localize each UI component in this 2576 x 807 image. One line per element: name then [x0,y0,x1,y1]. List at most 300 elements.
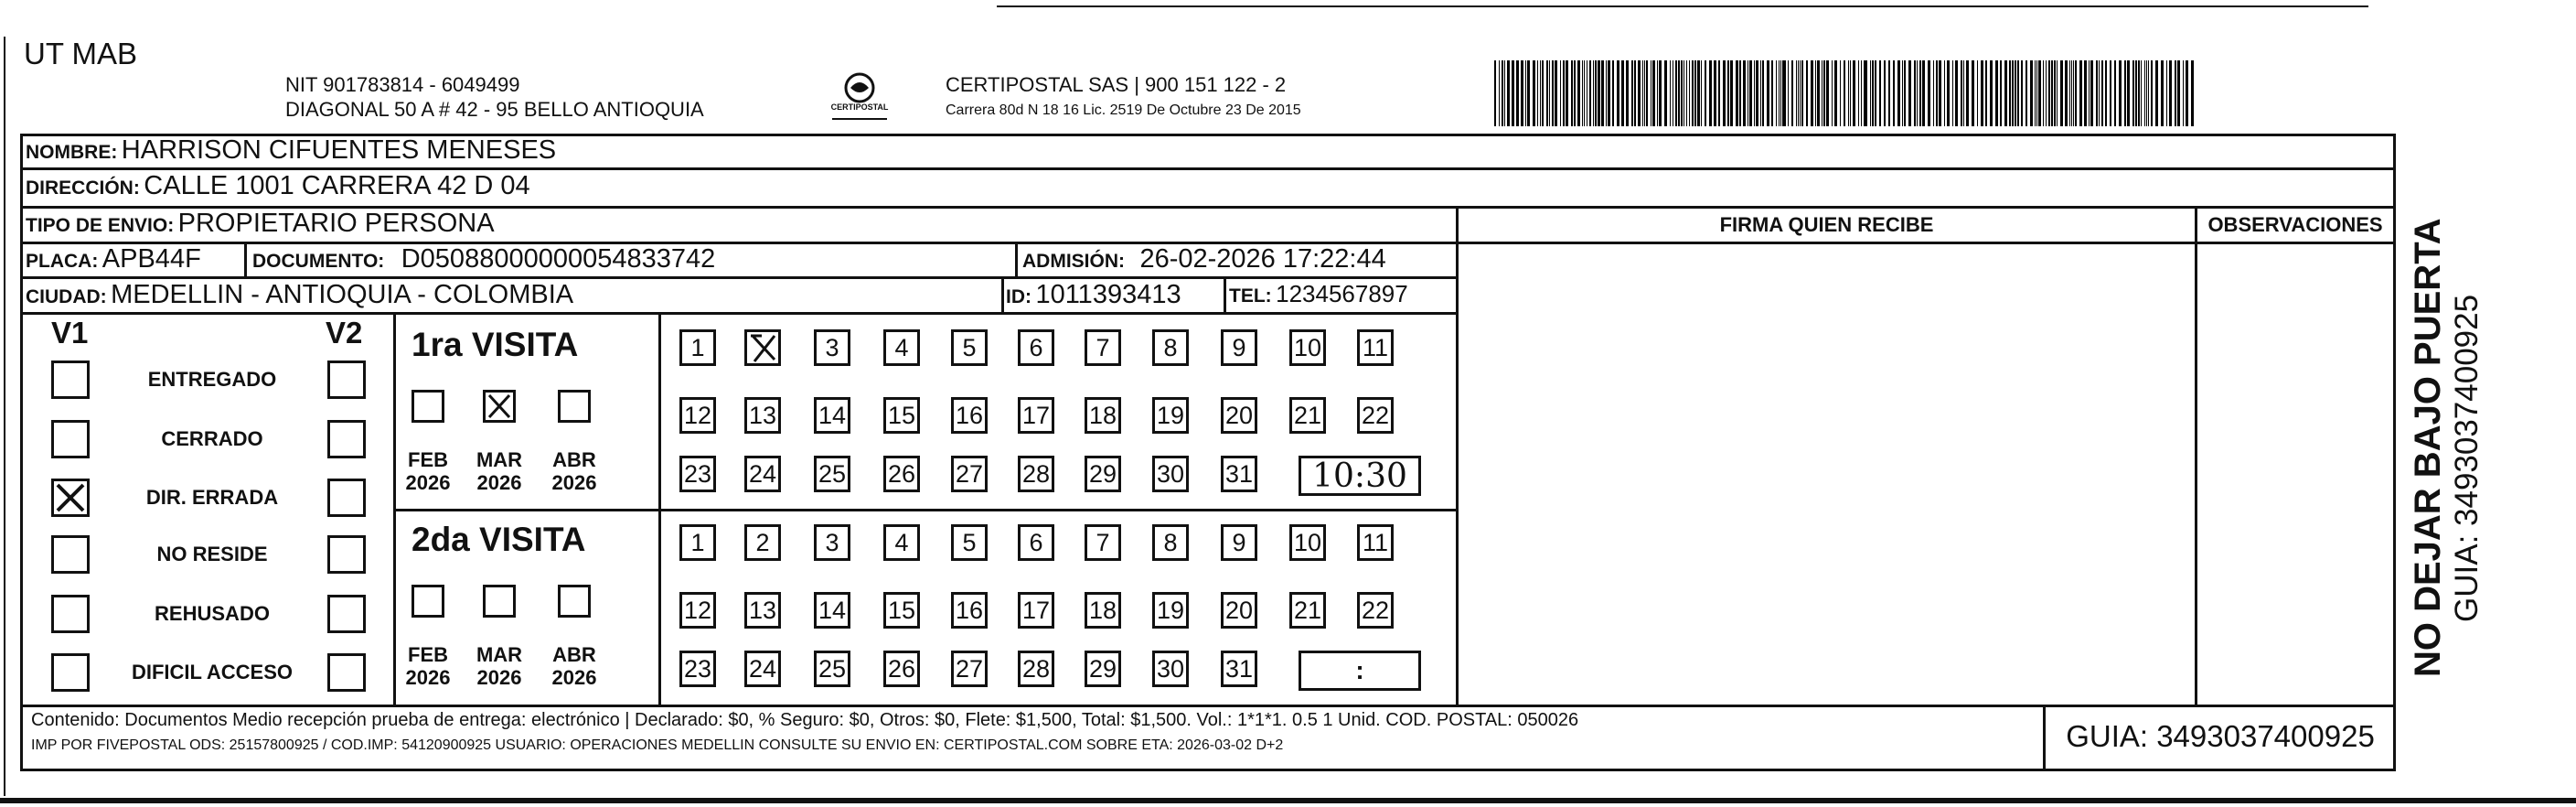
barcode-bar [1743,60,1746,126]
barcode-bar [2135,60,2137,126]
col-line-tel [1224,276,1226,312]
day-box[interactable] [883,329,920,366]
barcode-bar [1697,60,1700,126]
barcode-bar [2071,60,2072,126]
day-number: 13 [748,596,777,624]
day-number: 23 [683,654,712,683]
barcode-bar [1595,60,1597,126]
month-checkbox[interactable] [483,390,516,423]
top-edge-line [997,5,2368,7]
day-box[interactable] [744,592,781,629]
day-number: 2 [755,528,770,556]
barcode-bar [1888,60,1890,126]
day-box[interactable] [1152,397,1189,434]
day-box[interactable] [814,456,850,492]
barcode-bar [1977,60,1978,126]
barcode-bar [1791,60,1793,126]
barcode-bar [1593,60,1594,126]
barcode-bar [1638,60,1641,126]
day-box[interactable] [679,456,716,492]
day-box[interactable] [951,329,988,366]
barcode-bar [1494,60,1496,126]
day-number: 9 [1232,333,1246,361]
month-checkbox[interactable] [483,585,516,618]
day-number: 7 [1096,333,1110,361]
barcode-bar [2119,60,2122,126]
status-label: DIFICIL ACCESO [131,661,293,683]
barcode-bar [1834,60,1837,126]
barcode-bar [1499,60,1500,126]
day-box[interactable] [814,651,850,687]
row-line-6 [20,312,1456,315]
v1-checkbox[interactable] [51,479,90,517]
day-number: 14 [818,596,847,624]
day-box[interactable] [679,524,716,561]
month-year: 2026 [476,666,522,689]
carrier-license: Carrera 80d N 18 16 Lic. 2519 De Octubre 23 De 2015 [946,102,1301,118]
barcode-bar [2101,60,2103,126]
barcode-bar [1914,60,1916,126]
day-box[interactable] [744,329,781,366]
day-box[interactable] [1357,329,1394,366]
barcode-bar [1963,60,1964,126]
day-box[interactable] [951,651,988,687]
day-box[interactable] [744,651,781,687]
barcode-bar [1566,60,1568,126]
company-address: DIAGONAL 50 A # 42 - 95 BELLO ANTIOQUIA [285,98,704,121]
barcode-bar [1678,60,1680,126]
day-box[interactable] [1085,456,1121,492]
barcode-bar [1966,60,1969,126]
barcode-bar [1577,60,1580,126]
barcode-bar [2073,60,2074,126]
barcode-bar [2144,60,2145,126]
day-number: 29 [1088,459,1117,488]
v2-checkbox[interactable] [327,420,366,458]
day-box[interactable] [1221,651,1257,687]
day-box[interactable] [1085,329,1121,366]
barcode-bar [1754,60,1755,126]
day-box[interactable] [744,397,781,434]
day-number: 12 [683,401,712,429]
day-box[interactable] [951,592,988,629]
v2-checkbox[interactable] [327,535,366,574]
id-label: ID: [1006,286,1031,307]
barcode-bar [2057,60,2058,126]
admision-label: ADMISIÓN: [1022,251,1125,272]
col-line-observ [2195,206,2197,705]
barcode-bar [2015,60,2016,126]
day-box[interactable] [1221,592,1257,629]
barcode-bar [1626,60,1629,126]
time-box[interactable] [1299,456,1421,496]
logo-icon [823,70,896,124]
barcode-bar [1875,60,1876,126]
day-box[interactable] [1018,651,1054,687]
day-number: 10 [1293,528,1322,556]
month-name: FEB [408,643,448,666]
barcode-bar [2183,60,2184,126]
day-box[interactable] [1357,592,1394,629]
barcode-bar [1694,60,1696,126]
barcode-bar [1850,60,1851,126]
ciudad-value: MEDELLIN - ANTIOQUIA - COLOMBIA [111,280,574,309]
barcode-bar [1631,60,1633,126]
day-box[interactable] [1289,524,1326,561]
barcode-bar [1705,60,1706,126]
barcode-bar [2079,60,2082,126]
barcode-bar [1574,60,1576,126]
day-box[interactable] [883,592,920,629]
month-year: 2026 [405,666,451,689]
barcode-bar [1727,60,1729,126]
day-number: 13 [748,401,777,429]
documento-row [252,244,715,274]
day-box[interactable] [814,592,850,629]
barcode-bar [1507,60,1510,126]
side-guia-text: GUIA: 3493037400925 [2449,294,2485,622]
v1-checkbox[interactable] [51,360,90,399]
day-box[interactable] [951,524,988,561]
barcode-bar [2046,60,2047,126]
barcode-bar [1608,60,1610,126]
day-box[interactable] [1085,592,1121,629]
col-line-status [393,312,396,705]
month-checkbox[interactable] [412,585,444,618]
barcode-bar [2054,60,2056,126]
barcode-bar [1806,60,1808,126]
firma-header: FIRMA QUIEN RECIBE [1719,213,1934,236]
barcode-bar [2105,60,2107,126]
left-edge-line [4,37,5,796]
day-box[interactable] [1152,524,1189,561]
day-number: 25 [818,459,847,488]
barcode-bar [2099,60,2100,126]
day-number: 22 [1361,596,1390,624]
guia-footer: GUIA: 3493037400925 [2066,719,2375,753]
day-number: 24 [748,654,777,683]
observaciones-area[interactable] [2198,243,2392,703]
day-number: 6 [1029,333,1043,361]
day-box[interactable] [1018,524,1054,561]
barcode-bar [1612,60,1614,126]
day-number: 27 [955,459,984,488]
barcode-bar [1788,60,1789,126]
day-box[interactable] [1085,397,1121,434]
company-name: UT MAB [24,37,138,70]
day-number: 26 [887,459,916,488]
barcode-bar [1872,60,1874,126]
barcode-bar [2009,60,2011,126]
v1-checkbox[interactable] [51,420,90,458]
barcode-bar [2155,60,2158,126]
barcode-bar [2004,60,2007,126]
x-mark-icon [747,332,778,363]
v1-checkbox[interactable] [51,595,90,633]
month-checkbox[interactable] [412,390,444,423]
company-nit: NIT 901783814 - 6049499 [285,73,520,96]
month-checkbox[interactable] [558,390,591,423]
day-number: 5 [962,528,977,556]
barcode-bar [2060,60,2063,126]
barcode-bar [1780,60,1781,126]
barcode-bar [1681,60,1683,126]
day-box[interactable] [883,456,920,492]
x-mark-icon [486,393,513,420]
day-number: 22 [1361,401,1390,429]
day-box[interactable] [883,524,920,561]
day-number: 16 [955,401,984,429]
barcode-bar [1664,60,1667,126]
day-number: 29 [1088,654,1117,683]
barcode-bar [1621,60,1624,126]
day-box[interactable] [744,456,781,492]
barcode-bar [2138,60,2140,126]
barcode-bar [2127,60,2130,126]
day-box[interactable] [1357,397,1394,434]
barcode-bar [1659,60,1662,126]
month-name: MAR [476,643,523,666]
barcode-bar [1670,60,1671,126]
day-number: 12 [683,596,712,624]
barcode-bar [2141,60,2142,126]
month-name: MAR [476,448,523,471]
barcode-bar [1972,60,1974,126]
day-number: 17 [1021,596,1051,624]
barcode-bar [1990,60,1993,126]
day-number: 21 [1293,596,1322,624]
day-box[interactable] [679,329,716,366]
row-line-8 [20,769,2396,771]
barcode-bar [1767,60,1769,126]
direccion-label: DIRECCIÓN: [26,178,140,199]
barcode-bar [1995,60,1998,126]
month-year: 2026 [551,471,597,494]
day-number: 26 [887,654,916,683]
v2-checkbox[interactable] [327,479,366,517]
barcode-bar [1686,60,1687,126]
placa-row [26,244,201,274]
barcode-bar [2090,60,2093,126]
day-number: 20 [1224,401,1254,429]
day-box[interactable] [1152,592,1189,629]
day-box[interactable] [1289,329,1326,366]
day-number: 9 [1232,528,1246,556]
barcode-bar [1549,60,1550,126]
day-box[interactable] [1152,456,1189,492]
barcode-bar [1589,60,1591,126]
barcode-bar [1776,60,1777,126]
bottom-edge-line [0,798,2576,803]
day-number: 21 [1293,401,1322,429]
barcode-bar [1760,60,1761,126]
day-number: 8 [1163,528,1178,556]
barcode-bar [1571,60,1573,126]
col-line-visit [658,312,661,705]
id-value: 1011393413 [1035,280,1181,309]
barcode-bar [1848,60,1849,126]
barcode-bar [2191,60,2194,126]
barcode-bar [1617,60,1619,126]
day-number: 11 [1362,528,1389,556]
barcode-bar [2177,60,2180,126]
placa-label: PLACA: [26,251,99,272]
imp-text: IMP POR FIVEPOSTAL ODS: 25157800925 / COD.IMP: 54120900925 USUARIO: OPERACIONES MEDELLIN CONSULTE SU ENVIO EN: CERTIPOSTAL.COM SOBRE ETA: 2026-03-02 D+2 [31,737,1284,753]
time-box[interactable] [1299,651,1421,691]
day-box[interactable] [951,456,988,492]
barcode-bar [1815,60,1816,126]
side-warning [2407,165,2485,677]
day-box[interactable] [1085,524,1121,561]
barcode-bar [1844,60,1845,126]
barcode-bar [1782,60,1786,126]
day-box[interactable] [1018,397,1054,434]
day-box[interactable] [1289,397,1326,434]
col-line-right [2393,134,2396,771]
day-box[interactable] [814,397,850,434]
barcode-bar [1811,60,1813,126]
day-number: 23 [683,459,712,488]
v2-checkbox[interactable] [327,595,366,633]
day-box[interactable] [1085,651,1121,687]
day-box[interactable] [679,592,716,629]
v2-checkbox[interactable] [327,653,366,692]
barcode-bar [1933,60,1934,126]
barcode-bar [1723,60,1726,126]
col-line-left [20,134,23,771]
barcode-bar [2065,60,2068,126]
barcode-bar [1709,60,1712,126]
month-year: 2026 [551,666,597,689]
day-number: 4 [894,333,909,361]
barcode-bar [2038,60,2041,126]
barcode-bar [1701,60,1702,126]
v1-checkbox[interactable] [51,535,90,574]
day-box[interactable] [814,329,850,366]
barcode-bar [1904,60,1906,126]
barcode-bar [2000,60,2002,126]
barcode-bar [1817,60,1820,126]
month-name: ABR [552,643,596,666]
barcode-bar [1796,60,1797,126]
barcode-bar [1540,60,1541,126]
status-label: REHUSADO [155,602,270,625]
day-box[interactable] [679,397,716,434]
barcode-bar [1893,60,1895,126]
barcode-bar [1504,60,1505,126]
barcode-bar [1730,60,1733,126]
barcode-bar [1961,60,1962,126]
day-box[interactable] [1221,329,1257,366]
day-box[interactable] [1221,456,1257,492]
nombre-row [26,135,556,166]
barcode-bar [2124,60,2126,126]
v1-label: V1 [51,316,89,350]
day-box[interactable] [883,397,920,434]
day-box[interactable] [744,524,781,561]
tel-row [1229,280,1408,308]
day-box[interactable] [1152,651,1189,687]
v2-label: V2 [326,316,363,350]
status-label: DIR. ERRADA [145,486,279,509]
barcode-bar [1516,60,1519,126]
barcode-bar [2096,60,2098,126]
day-box[interactable] [1289,592,1326,629]
day-box[interactable] [1221,524,1257,561]
day-number: 1 [690,528,705,556]
day-number: 30 [1156,654,1185,683]
barcode-bar [1552,60,1554,126]
barcode-bar [2051,60,2053,126]
v2-checkbox[interactable] [327,360,366,399]
day-number: 15 [887,596,916,624]
barcode-bar [1634,60,1636,126]
documento-label: DOCUMENTO: [252,251,385,272]
barcode-bar [1800,60,1801,126]
day-number: 18 [1088,401,1117,429]
barcode-bar [1928,60,1930,126]
barcode-bar [1801,60,1803,126]
carrier-name: CERTIPOSTAL SAS | 900 151 122 - 2 [946,73,1287,96]
barcode-bar [2084,60,2087,126]
barcode-bar [2161,60,2164,126]
barcode-bar [2026,60,2027,126]
v1-checkbox[interactable] [51,653,90,692]
day-box[interactable] [679,651,716,687]
day-box[interactable] [814,524,850,561]
barcode-bar [2043,60,2044,126]
ciudad-row [26,280,573,310]
barcode-bar [2021,60,2023,126]
month-year: 2026 [405,471,451,494]
status-label: CERRADO [161,427,263,450]
day-box[interactable] [951,397,988,434]
day-box[interactable] [1152,329,1189,366]
barcode-bar [1527,60,1530,126]
nombre-label: NOMBRE: [26,142,118,163]
barcode-bar [1779,60,1780,126]
barcode-bar [1739,60,1741,126]
logo-text: CERTIPOSTAL [830,102,889,112]
barcode-bar [1939,60,1941,126]
col-line-placa [244,242,247,276]
barcode-bar [1546,60,1548,126]
barcode-bar [2110,60,2111,126]
day-box[interactable] [1357,524,1394,561]
barcode-bar [1601,60,1604,126]
day-box[interactable] [1018,456,1054,492]
time-value: : [1355,656,1364,684]
barcode-bar [2075,60,2077,126]
day-box[interactable] [883,651,920,687]
barcode-bar [2169,60,2172,126]
month-checkbox[interactable] [558,585,591,618]
day-number: 1 [690,333,705,361]
day-box[interactable] [1221,397,1257,434]
day-box[interactable] [1018,592,1054,629]
barcode-bar [1560,60,1561,126]
barcode-bar [1683,60,1684,126]
barcode-bar [1936,60,1938,126]
day-number: 11 [1362,333,1389,361]
firma-area[interactable] [1459,243,2193,703]
barcode-bar [1584,60,1585,126]
row-line-5 [20,276,1456,279]
status-label: ENTREGADO [147,368,277,391]
barcode-bar [1858,60,1859,126]
day-box[interactable] [1018,329,1054,366]
barcode-bar [1902,60,1903,126]
